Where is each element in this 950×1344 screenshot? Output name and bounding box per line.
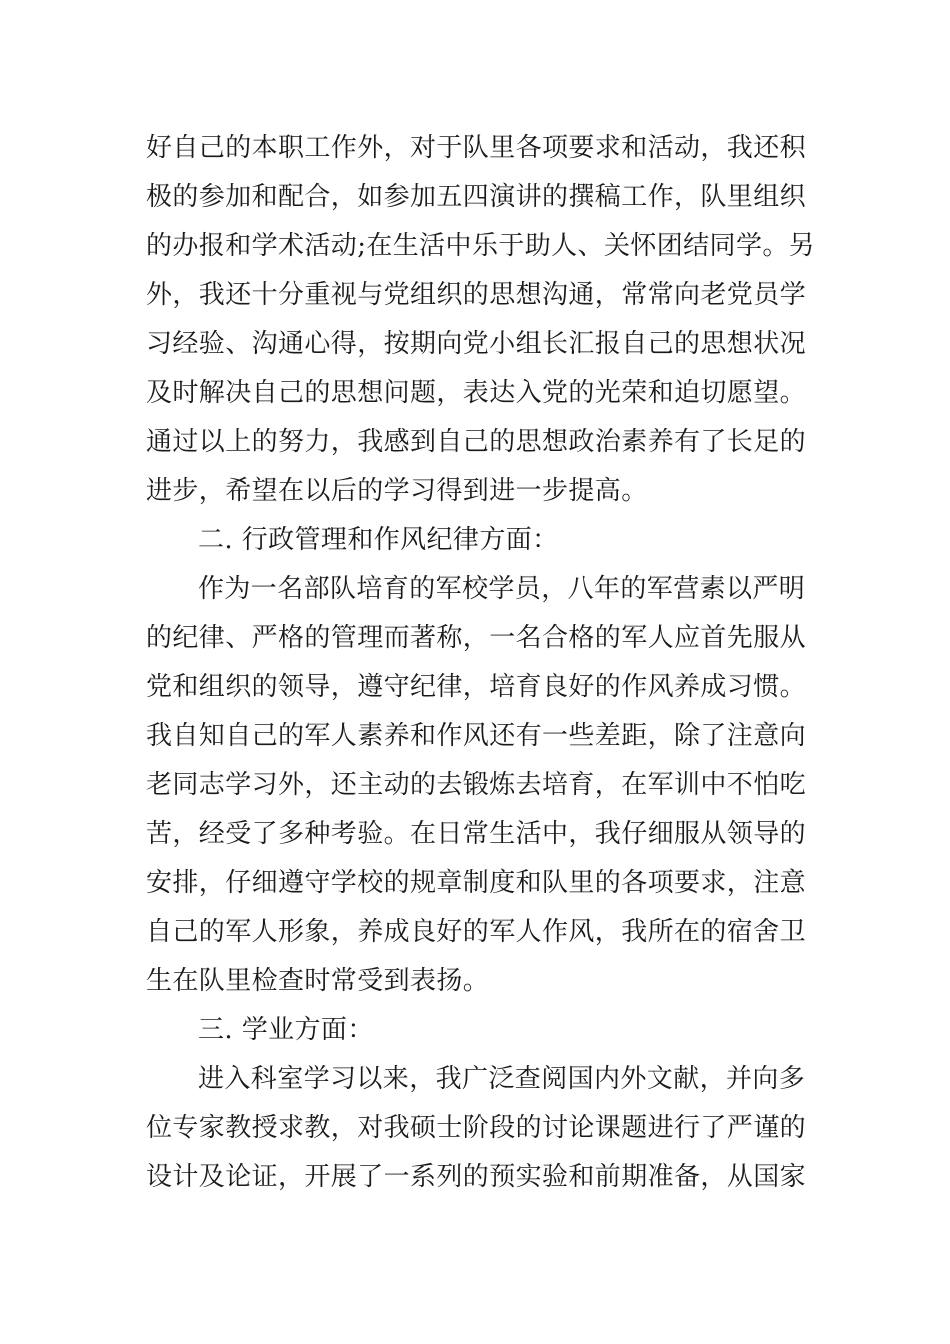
- text-line: 进步，希望在以后的学习得到进一步提高。: [146, 476, 648, 506]
- text-line: 设计及论证，开展了一系列的预实验和前期准备，从国家: [146, 1162, 807, 1192]
- body-text: [146, 124, 816, 1202]
- text-line: 及时解决自己的思想问题，表达入党的光荣和迫切愿望。: [146, 378, 807, 408]
- text-line: 好自己的本职工作外，对于队里各项要求和活动，我还积: [146, 133, 807, 163]
- text-line: 安排，仔细遵守学校的规章制度和队里的各项要求，注意: [146, 868, 807, 898]
- text-line: 苦，经受了多种考验。在日常生活中，我仔细服从领导的: [146, 819, 807, 849]
- text-line: 的纪律、严格的管理而著称，一名合格的军人应首先服从: [146, 623, 807, 653]
- text-line: 的办报和学术活动;在生活中乐于助人、关怀团结同学。另: [146, 231, 816, 261]
- text-line: 老同志学习外，还主动的去锻炼去培育，在军训中不怕吃: [146, 770, 807, 800]
- text-line: 我自知自己的军人素养和作风还有一些差距，除了注意向: [146, 721, 807, 751]
- text-line: 通过以上的努力，我感到自己的思想政治素养有了长足的: [146, 427, 807, 457]
- text-line: 进入科室学习以来，我广泛查阅国内外文献，并向多: [198, 1064, 806, 1094]
- text-line: 生在队里检查时常受到表扬。: [146, 966, 490, 996]
- text-line: 作为一名部队培育的军校学员，八年的军营素以严明: [198, 574, 806, 604]
- text-line: 自己的军人形象，养成良好的军人作风，我所在的宿舍卫: [146, 917, 807, 947]
- text-line: 极的参加和配合，如参加五四演讲的撰稿工作，队里组织: [146, 182, 807, 212]
- section-heading-academics: 三. 学业方面：: [198, 1015, 374, 1045]
- text-line: 习经验、沟通心得，按期向党小组长汇报自己的思想状况: [146, 329, 807, 359]
- text-line: 外，我还十分重视与党组织的思想沟通，常常向老党员学: [146, 280, 807, 310]
- text-line: 党和组织的领导，遵守纪律，培育良好的作风养成习惯。: [146, 672, 807, 702]
- text-line: 位专家教授求教，对我硕士阶段的讨论课题进行了严谨的: [146, 1113, 807, 1143]
- section-heading-administration: 二. 行政管理和作风纪律方面：: [198, 525, 559, 555]
